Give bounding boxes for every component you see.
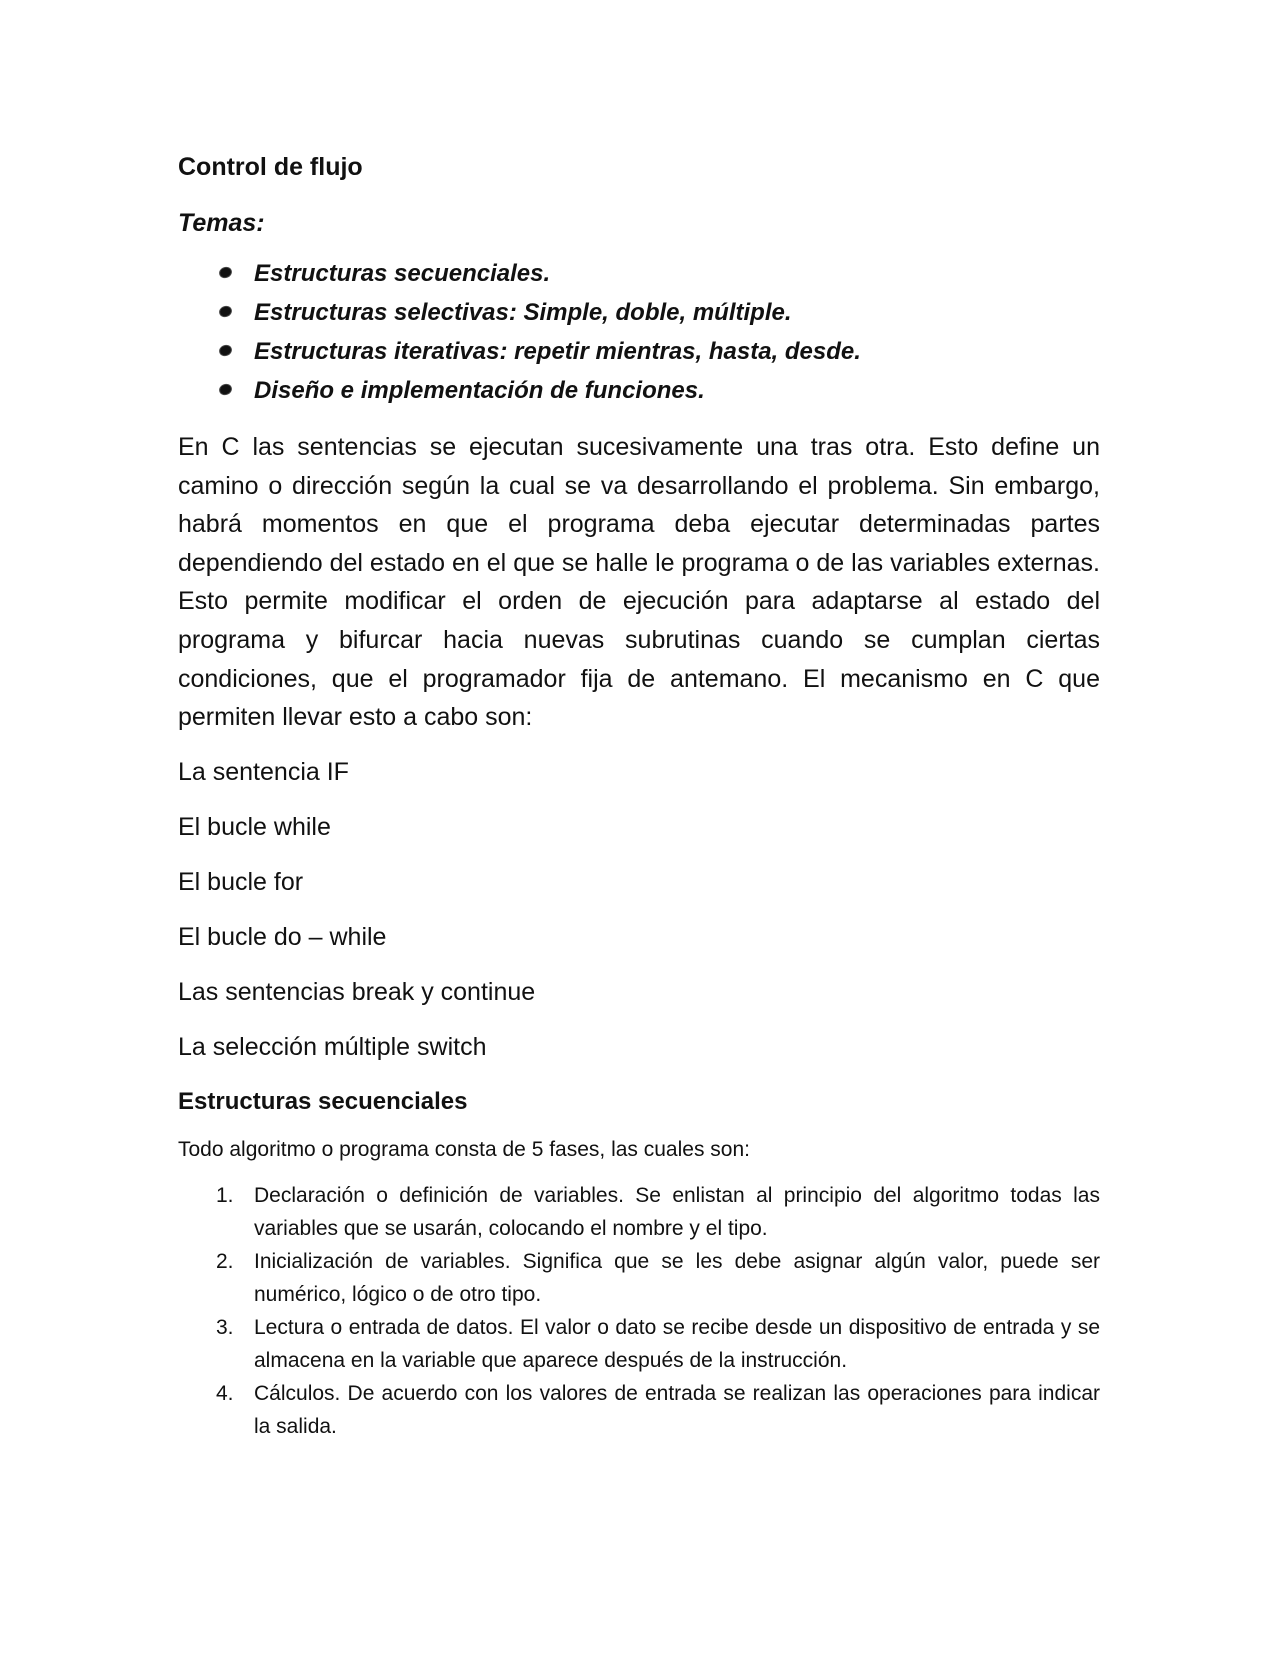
steps-list [178, 1179, 1100, 1443]
list-item [178, 332, 1100, 371]
list-item [178, 371, 1100, 410]
section-heading: Estructuras secuenciales [178, 1087, 468, 1115]
topic-text: Diseño e implementación de funciones. [254, 377, 705, 404]
list-item [178, 1245, 1100, 1311]
bullet-icon [219, 266, 232, 278]
list-item [178, 1179, 1100, 1245]
section-intro: Todo algoritmo o programa consta de 5 fases, las cuales son: [178, 1137, 750, 1161]
topics-list [178, 254, 1100, 410]
topics-label: Temas: [178, 209, 265, 237]
list-item [178, 1311, 1100, 1377]
document-title: Control de flujo [178, 153, 363, 181]
mechanism-item: El bucle for [178, 867, 304, 896]
mechanism-item: La selección múltiple switch [178, 1032, 487, 1061]
step-number: 3. [216, 1315, 234, 1339]
mechanism-item: La sentencia IF [178, 757, 349, 786]
list-item [178, 1377, 1100, 1443]
step-number: 1. [216, 1183, 234, 1207]
bullet-icon [219, 344, 232, 356]
step-number: 2. [216, 1249, 234, 1273]
bullet-icon [219, 305, 232, 317]
mechanism-item: El bucle do – while [178, 922, 387, 951]
step-number: 4. [216, 1381, 234, 1405]
list-item [178, 254, 1100, 293]
body-paragraph: En C las sentencias se ejecutan sucesivamente una tras otra. Esto define un camino o dirección según la cual se va desarrollando el problema. Sin embargo, habrá momentos en que el programa deba ejecutar determinadas partes dependiendo del estado en el que se halle le programa o de las variables externas. Esto permite modificar el orden de ejecución para adaptarse al estado del programa y bifurcar hacia nuevas subrutinas cuando se cumplan ciertas condiciones, que el programador fija de antemano. El mecanismo en C que permiten llevar esto a cabo son: [178, 433, 1100, 732]
step-text: Declaración o definición de variables. Se enlistan al principio del algoritmo todas las variables que se usarán, colocando el nombre y el tipo. [254, 1183, 1100, 1240]
step-text: Lectura o entrada de datos. El valor o dato se recibe desde un dispositivo de entrada y se almacena en la variable que aparece después de la instrucción. [254, 1315, 1100, 1372]
list-item [178, 293, 1100, 332]
step-text: Inicialización de variables. Significa que se les debe asignar algún valor, puede ser numérico, lógico o de otro tipo. [254, 1249, 1100, 1306]
topic-text: Estructuras selectivas: Simple, doble, múltiple. [254, 299, 792, 326]
step-text: Cálculos. De acuerdo con los valores de entrada se realizan las operaciones para indicar la salida. [254, 1381, 1100, 1438]
document-page [178, 150, 1100, 1443]
mechanism-item: Las sentencias break y continue [178, 977, 536, 1006]
topic-text: Estructuras secuenciales. [254, 260, 551, 287]
bullet-icon [219, 383, 232, 395]
mechanism-item: El bucle while [178, 812, 331, 841]
topic-text: Estructuras iterativas: repetir mientras, hasta, desde. [254, 338, 861, 365]
